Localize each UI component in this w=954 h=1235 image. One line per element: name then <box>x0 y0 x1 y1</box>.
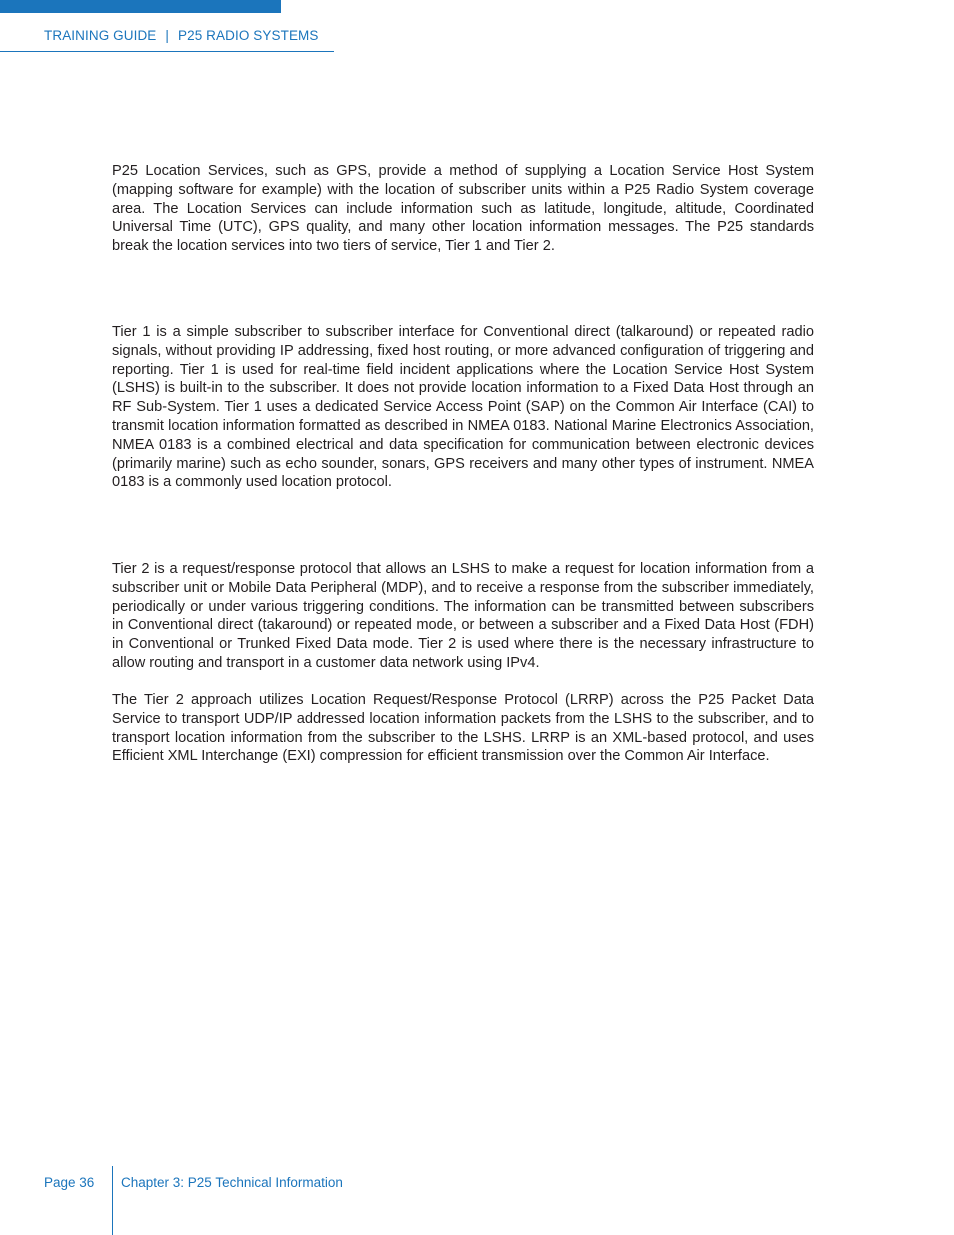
paragraph-location-services: P25 Location Services, such as GPS, provide a method of supplying a Location Service Host System (mapping software for example) with the location of subscriber units within a P25 Radio System coverage area. The Location Services can include information such as latitude, longitude, altitude, Coordinated Universal Time (UTC), GPS quality, and many other location information messages. The P25 standards break the location services into two tiers of service, Tier 1 and Tier 2. <box>112 163 814 255</box>
chapter-title: Chapter 3: P25 Technical Information <box>121 1175 343 1190</box>
footer-divider <box>112 1166 113 1235</box>
paragraph-tier-1: Tier 1 is a simple subscriber to subscriber interface for Conventional direct (talkaround) or repeated radio signals, without providing IP addressing, fixed host routing, or more advanced configuration of triggering and reporting. Tier 1 is used for real-time field incident applications where the Location Service Host System (LSHS) is built-in to the subscriber. It does not provide location information to a Fixed Data Host through an RF Sub-System. Tier 1 uses a dedicated Service Access Point (SAP) on the Common Air Interface (CAI) to transmit location information formatted as described in NMEA 0183. National Marine Electronics Association, NMEA 0183 is a combined electrical and data specification for communication between electronic devices (primarily marine) such as echo sounder, sonars, GPS receivers and many other types of instrument. NMEA 0183 is a commonly used location protocol. <box>112 324 814 491</box>
paragraph-tier-2-lrrp: The Tier 2 approach utilizes Location Request/Response Protocol (LRRP) across the P25 Packet Data Service to transport UDP/IP addressed location information packets from the LSHS to the subscriber, and to transport location information from the subscriber to the LSHS. LRRP is an XML-based protocol, and uses Efficient XML Interchange (EXI) compression for efficient transmission over the Common Air Interface. <box>112 692 814 765</box>
paragraph-tier-2: Tier 2 is a request/response protocol that allows an LSHS to make a request for location information from a subscriber unit or Mobile Data Peripheral (MDP), and to receive a response from the subscriber immediately, periodically or under various triggering conditions. The information can be transmitted between subscribers in Conventional direct (takaround) or repeated mode, or between a subscriber and a Fixed Data Host (FDH) in Conventional or Trunked Fixed Data mode. Tier 2 is used where there is the necessary infrastructure to allow routing and transport in a customer data network using IPv4. <box>112 561 814 671</box>
header-accent-bar <box>0 0 281 13</box>
page-number: Page 36 <box>44 1175 95 1190</box>
guide-title: P25 RADIO SYSTEMS <box>178 28 319 43</box>
running-header <box>44 28 319 43</box>
guide-label: TRAINING GUIDE <box>44 28 157 43</box>
header-separator: | <box>165 28 170 43</box>
header-divider <box>0 51 334 52</box>
